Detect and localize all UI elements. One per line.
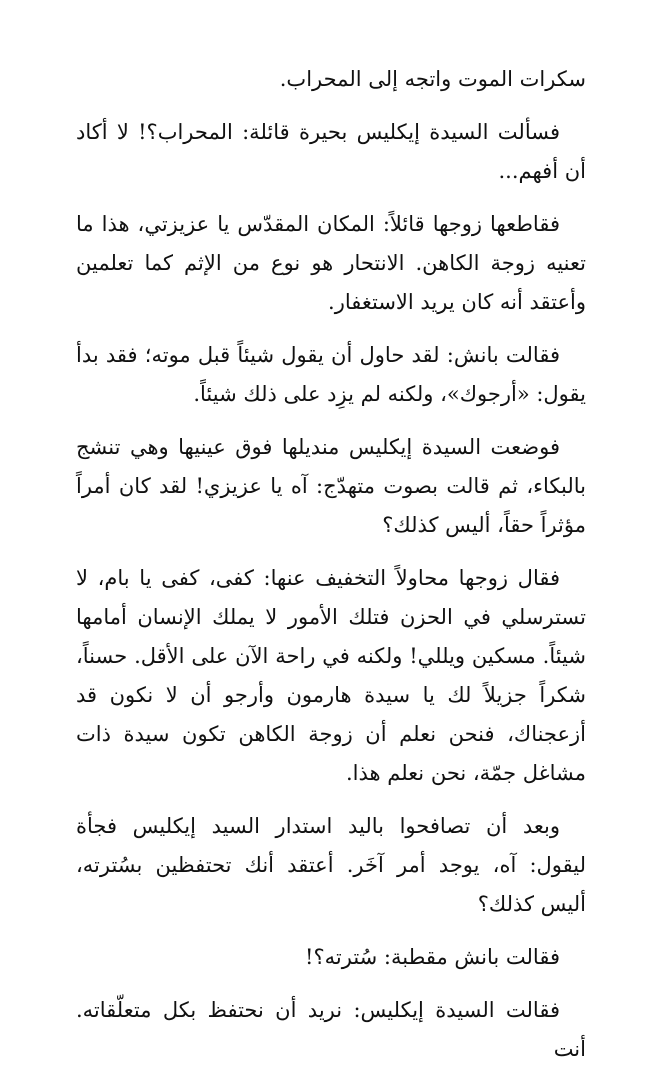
paragraph: فوضعت السيدة إيكليس منديلها فوق عينيها وهي تنشج بالبكاء، ثم قالت بصوت متهدّج: آه يا عزيزي! لقد كان أمراً مؤثراً حقاً، أليس كذلك؟ [76,435,586,537]
paragraph: فقالت بانش مقطبة: سُترته؟! [305,945,560,969]
paragraph-continuation: سكرات الموت واتجه إلى المحراب. [279,67,586,91]
paragraph: فقالت بانش: لقد حاول أن يقول شيئاً قبل موته؛ فقد بدأ يقول: «أرجوك»، ولكنه لم يزِد على ذلك شيئاً. [76,343,586,406]
paragraph: فقاطعها زوجها قائلاً: المكان المقدّس يا عزيزتي، هذا ما تعنيه زوجة الكاهن. الانتحار هو نوع من الإثم كما تعلمين وأعتقد أنه كان يريد الاستغفار. [76,212,586,314]
paragraph: فقالت السيدة إيكليس: نريد أن نحتفظ بكل متعلّقاته. أنت [76,998,586,1061]
paragraph: فسألت السيدة إيكليس بحيرة قائلة: المحراب؟! لا أكاد أن أفهم... [76,120,586,183]
paragraph: وبعد أن تصافحوا باليد استدار السيد إيكليس فجأة ليقول: آه، يوجد أمر آخَر. أعتقد أنك تحتفظين بسُترته، أليس كذلك؟ [76,814,586,916]
paragraph: فقال زوجها محاولاً التخفيف عنها: كفى، كفى يا بام، لا تسترسلي في الحزن فتلك الأمور لا يملك الإنسان أمامها شيئاً. مسكين ويللي! ولكنه في راحة الآن على الأقل. حسناً، شكراً جزيلاً لك يا سيدة هارمون وأرجو أن لا نكون قد أزعجناك، فنحن نعلم أن زوجة الكاهن تكون سيدة ذات مشاغل جمّة، نحن نعلم هذا. [76,566,586,785]
body-text [76,60,586,1069]
